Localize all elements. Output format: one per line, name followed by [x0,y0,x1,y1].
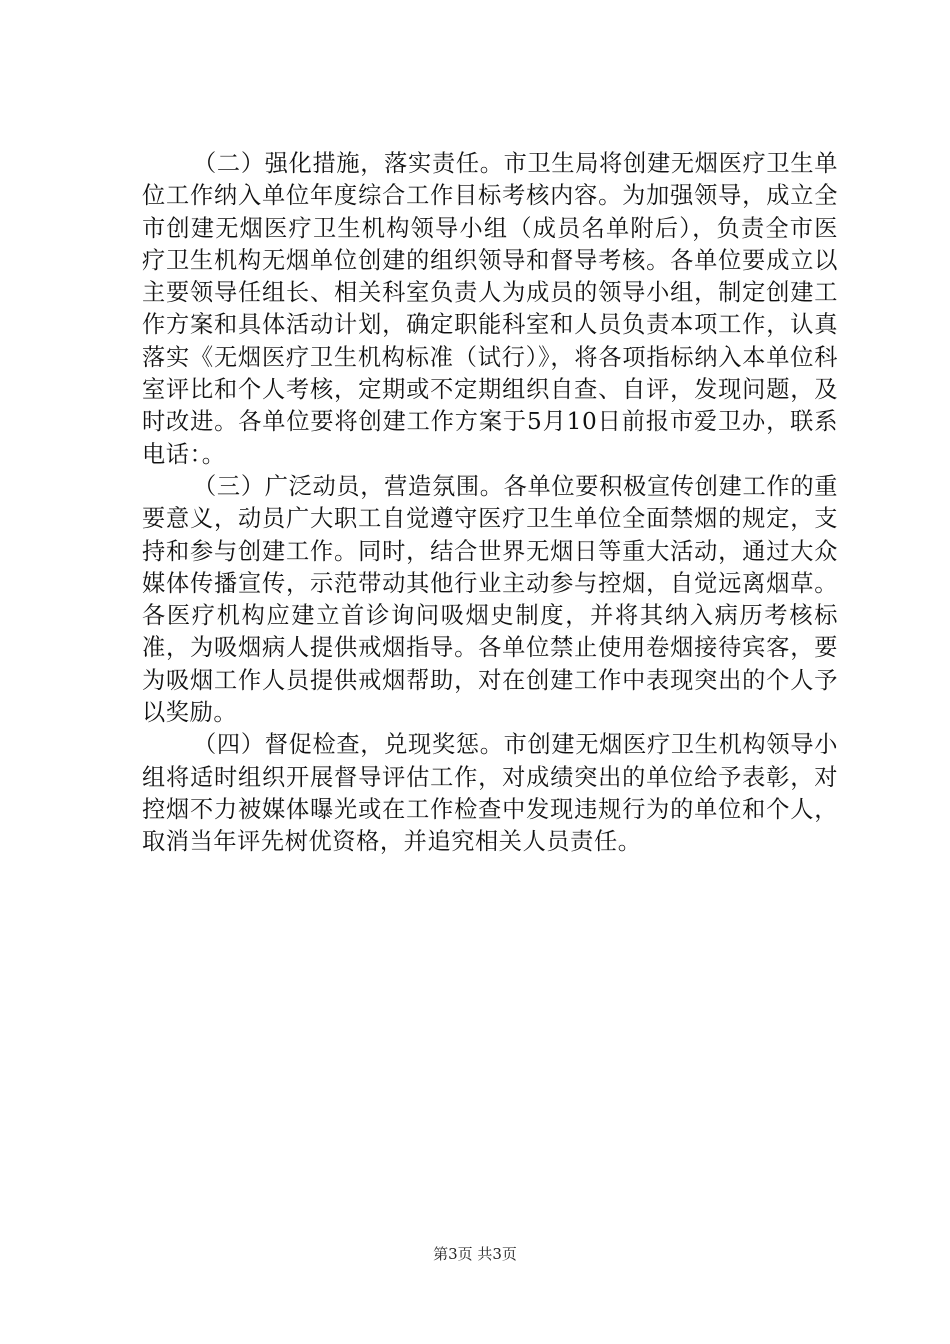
page-footer [0,1244,950,1264]
paragraph-section-2: （二）强化措施，落实责任。市卫生局将创建无烟医疗卫生单位工作纳入单位年度综合工作目标考核内容。为加强领导，成立全市创建无烟医疗卫生机构领导小组（成员名单附后），负责全市医疗卫生机构无烟单位创建的组织领导和督导考核。各单位要成立以主要领导任组长、相关科室负责人为成员的领导小组，制定创建工作方案和具体活动计划，确定职能科室和人员负责本项工作，认真落实《无烟医疗卫生机构标准（试行）》，将各项指标纳入本单位科室评比和个人考核，定期或不定期组织自查、自评，发现问题，及时改进。各单位要将创建工作方案于5月10日前报市爱卫办，联系电话：。 [142,150,838,468]
paragraph-section-4: （四）督促检查，兑现奖惩。市创建无烟医疗卫生机构领导小组将适时组织开展督导评估工作，对成绩突出的单位给予表彰，对控烟不力被媒体曝光或在工作检查中发现违规行为的单位和个人，取消当年评先树优资格，并追究相关人员责任。 [142,731,838,856]
document-body [142,148,838,859]
paragraph-section-3: （三）广泛动员，营造氛围。各单位要积极宣传创建工作的重要意义，动员广大职工自觉遵守医疗卫生单位全面禁烟的规定，支持和参与创建工作。同时，结合世界无烟日等重大活动，通过大众媒体传播宣传，示范带动其他行业主动参与控烟，自觉远离烟草。各医疗机构应建立首诊询问吸烟史制度，并将其纳入病历考核标准，为吸烟病人提供戒烟指导。各单位禁止使用卷烟接待宾客，要为吸烟工作人员提供戒烟帮助，对在创建工作中表现突出的个人予以奖励。 [142,472,838,727]
page-number-indicator: 第3页 共3页 [433,1245,517,1263]
